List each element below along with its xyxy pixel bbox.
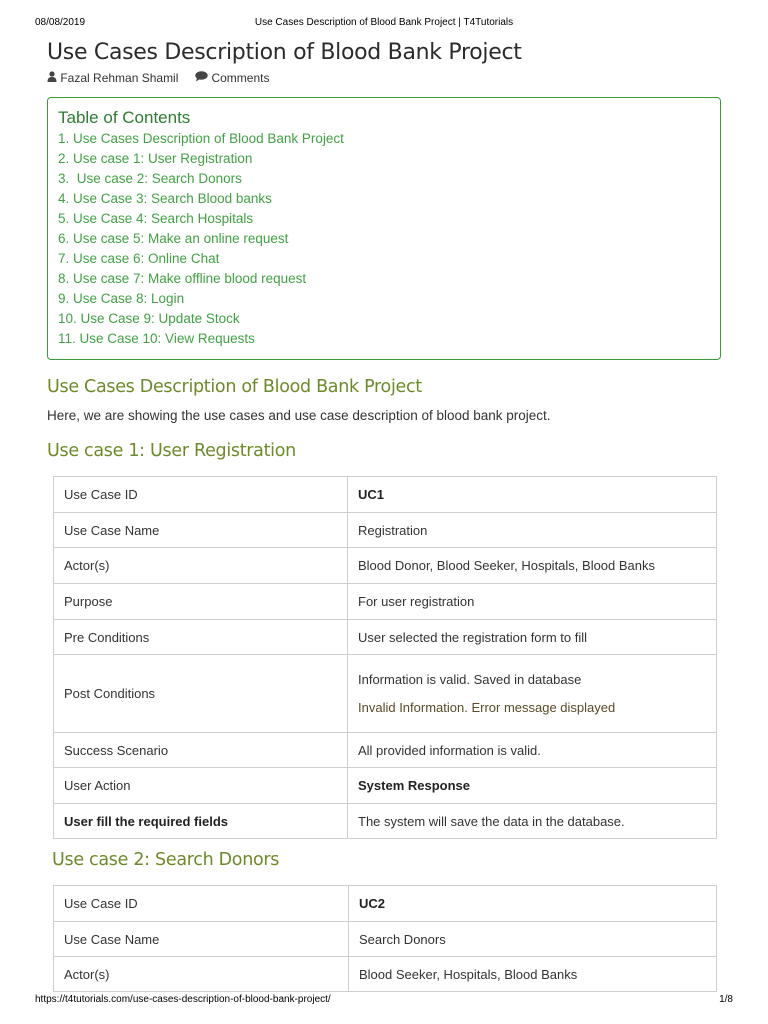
cell-label: Use Case Name	[54, 922, 349, 957]
cell-label: Post Conditions	[54, 655, 348, 733]
toc-item[interactable]: 5. Use Case 4: Search Hospitals	[58, 211, 254, 226]
toc-item[interactable]: 4. Use Case 3: Search Blood banks	[58, 191, 272, 206]
toc-item[interactable]: 7. Use case 6: Online Chat	[58, 251, 220, 266]
table-row	[54, 620, 717, 655]
print-date: 08/08/2019	[35, 17, 86, 28]
table-row	[54, 548, 717, 584]
table-of-contents	[47, 97, 721, 360]
uc1-heading: Use case 1: User Registration	[47, 441, 296, 461]
cell-label: Pre Conditions	[54, 620, 348, 655]
table-row	[54, 957, 717, 992]
cell-value: Blood Donor, Blood Seeker, Hospitals, Blood Banks	[348, 548, 717, 584]
toc-item[interactable]: 6. Use case 5: Make an online request	[58, 231, 289, 246]
toc-title: Table of Contents	[58, 108, 191, 127]
table-row	[54, 513, 717, 548]
table-row	[54, 804, 717, 839]
print-page-number: 1/8	[719, 994, 733, 1005]
print-footer	[0, 994, 768, 1024]
cell-value: The system will save the data in the database.	[348, 804, 717, 839]
toc-list	[58, 129, 720, 349]
cell-value	[348, 655, 717, 733]
cell-label: User Action	[54, 768, 348, 804]
table-row	[54, 886, 717, 922]
cell-value: All provided information is valid.	[348, 733, 717, 768]
toc-item[interactable]: 3. Use case 2: Search Donors	[58, 171, 242, 186]
post-condition-invalid: Invalid Information. Error message displayed	[358, 700, 616, 715]
page-title: Use Cases Description of Blood Bank Project	[47, 40, 522, 65]
cell-label: Use Case ID	[54, 477, 348, 513]
cell-value: Registration	[348, 513, 717, 548]
uc2-table	[53, 885, 717, 992]
cell-value: Search Donors	[349, 922, 717, 957]
cell-label: Use Case ID	[54, 886, 349, 922]
uc2-heading: Use case 2: Search Donors	[52, 850, 280, 870]
table-row	[54, 922, 717, 957]
table-row	[54, 768, 717, 804]
print-page-title: Use Cases Description of Blood Bank Project | T4Tutorials	[254, 17, 514, 28]
author-link[interactable]: Fazal Rehman Shamil	[60, 70, 179, 85]
table-row	[54, 477, 717, 513]
cell-label: Actor(s)	[54, 548, 348, 584]
table-row	[54, 733, 717, 768]
cell-value: System Response	[348, 768, 717, 804]
cell-label: Actor(s)	[54, 957, 349, 992]
post-condition-valid: Information is valid. Saved in database	[358, 672, 582, 687]
table-row	[54, 584, 717, 620]
toc-item[interactable]: 10. Use Case 9: Update Stock	[58, 311, 240, 326]
table-row	[54, 655, 717, 733]
cell-value: Blood Seeker, Hospitals, Blood Banks	[349, 957, 717, 992]
intro-paragraph: Here, we are showing the use cases and use case description of blood bank project.	[47, 408, 551, 423]
cell-value: UC1	[348, 477, 717, 513]
print-url: https://t4tutorials.com/use-cases-description-of-blood-bank-project/	[35, 994, 331, 1005]
cell-value: For user registration	[348, 584, 717, 620]
user-icon	[47, 71, 57, 85]
post-meta	[47, 70, 269, 85]
uc1-table	[53, 476, 717, 839]
toc-item[interactable]: 2. Use case 1: User Registration	[58, 151, 253, 166]
cell-label: Success Scenario	[54, 733, 348, 768]
toc-item[interactable]: 8. Use case 7: Make offline blood request	[58, 271, 307, 286]
section-heading: Use Cases Description of Blood Bank Project	[47, 377, 422, 397]
toc-item[interactable]: 1. Use Cases Description of Blood Bank Project	[58, 131, 344, 146]
comment-icon	[195, 71, 208, 85]
cell-label: Purpose	[54, 584, 348, 620]
cell-value: UC2	[349, 886, 717, 922]
cell-label: Use Case Name	[54, 513, 348, 548]
toc-item[interactable]: 11. Use Case 10: View Requests	[58, 331, 255, 346]
comments-link[interactable]: Comments	[211, 70, 270, 85]
cell-label: User fill the required fields	[54, 804, 348, 839]
toc-item[interactable]: 9. Use Case 8: Login	[58, 291, 185, 306]
cell-value: User selected the registration form to fill	[348, 620, 717, 655]
